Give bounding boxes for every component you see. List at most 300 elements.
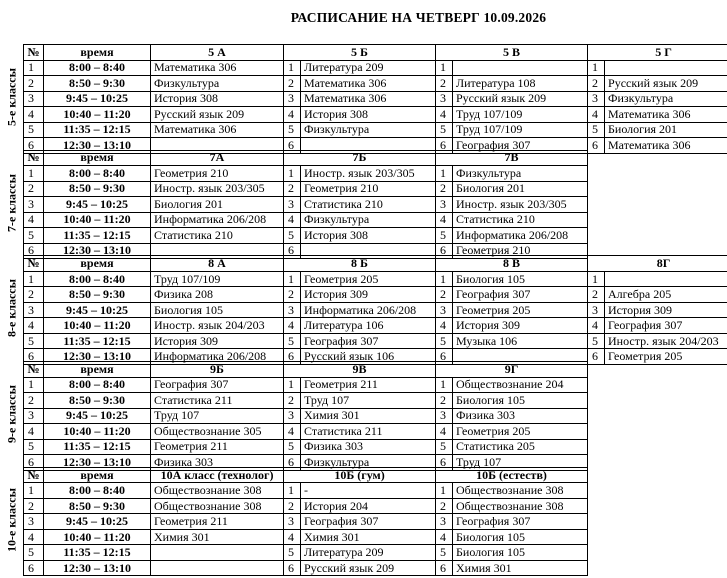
table-row [24,333,727,349]
subject-cell: Труд 107 [453,455,588,471]
table-row [24,197,588,213]
subject-cell: Химия 301 [301,529,436,545]
subject-cell: История 308 [301,228,436,244]
subject-cell: Информатика 206/208 [151,212,284,228]
lesson-number: 2 [588,287,605,303]
subject-cell: Русский язык 209 [151,107,284,123]
section-label [0,467,23,573]
subject-cell: Химия 301 [453,560,588,576]
section-label [0,150,23,256]
table-row [24,76,727,92]
header-num: № [24,45,44,61]
subject-cell: История 204 [301,498,436,514]
lesson-number: 6 [284,349,301,365]
subject-cell: Биология 105 [453,271,588,287]
lesson-time: 10:40 – 11:20 [44,212,151,228]
table-row [24,271,727,287]
lesson-number: 4 [24,212,44,228]
class-header: 10Б (гум) [284,467,436,483]
lesson-number: 2 [436,76,453,92]
lesson-time: 12:30 – 13:10 [44,138,151,154]
lesson-number: 4 [284,212,301,228]
subject-cell: География 307 [151,377,284,393]
lesson-number: 4 [284,529,301,545]
table-row [24,408,588,424]
subject-cell: Труд 107/109 [453,122,588,138]
subject-cell: История 309 [151,333,284,349]
class-header: 10А класс (технолог) [151,467,284,483]
subject-cell: Статистика 210 [151,228,284,244]
lesson-time: 8:50 – 9:30 [44,393,151,409]
lesson-time: 9:45 – 10:25 [44,197,151,213]
header-row [24,45,727,61]
lesson-number: 1 [24,483,44,499]
lesson-number: 1 [588,271,605,287]
lesson-number: 1 [24,60,44,76]
lesson-time: 12:30 – 13:10 [44,349,151,365]
subject-cell: Геометрия 205 [453,424,588,440]
table-row [24,212,588,228]
lesson-number: 4 [24,529,44,545]
subject-cell: География 307 [301,333,436,349]
lesson-number: 4 [436,318,453,334]
subject-cell: Биология 105 [453,529,588,545]
subject-cell: Химия 301 [301,408,436,424]
class-header: 5 А [151,45,284,61]
header-row [24,256,727,272]
lesson-number: 1 [284,377,301,393]
lesson-time: 10:40 – 11:20 [44,424,151,440]
lesson-number: 2 [24,498,44,514]
subject-cell: - [301,483,436,499]
lesson-number: 6 [284,138,301,154]
lesson-number: 3 [24,91,44,107]
section-label [0,44,23,150]
lesson-number: 4 [24,424,44,440]
lesson-number: 4 [436,212,453,228]
lesson-number: 6 [24,560,44,576]
table-row [24,302,727,318]
lesson-number: 5 [24,439,44,455]
section-label-text: 8-е классы [4,279,18,338]
lesson-number: 6 [436,560,453,576]
lesson-number: 2 [284,181,301,197]
lesson-number: 4 [436,529,453,545]
header-time: время [44,45,151,61]
class-header: 9В [284,362,436,378]
class-header: 10Б (естеств) [436,467,588,483]
lesson-number: 3 [436,302,453,318]
subject-cell: Обществознание 308 [453,498,588,514]
header-num: № [24,256,44,272]
lesson-number: 1 [284,60,301,76]
lesson-number: 4 [588,107,605,123]
lesson-number: 3 [284,408,301,424]
lesson-time: 10:40 – 11:20 [44,107,151,123]
lesson-time: 12:30 – 13:10 [44,560,151,576]
subject-cell: Обществознание 308 [151,483,284,499]
lesson-number: 6 [24,349,44,365]
section-label [0,361,23,467]
subject-cell: Математика 306 [605,107,727,123]
table-row [24,439,588,455]
lesson-number: 6 [24,243,44,259]
subject-cell: Иностр. язык 203/305 [453,197,588,213]
lesson-number: 6 [284,243,301,259]
subject-cell: Математика 306 [151,60,284,76]
subject-cell: История 308 [151,91,284,107]
lesson-number: 3 [588,91,605,107]
table-row [24,107,727,123]
subject-cell: Обществознание 308 [453,483,588,499]
table-row [24,287,727,303]
table-row [24,166,588,182]
lesson-number: 3 [284,197,301,213]
subject-cell: Обществознание 305 [151,424,284,440]
lesson-time: 11:35 – 12:15 [44,439,151,455]
schedule-table [23,150,588,260]
subject-cell: Биология 105 [151,302,284,318]
lesson-number: 3 [24,408,44,424]
subject-cell: Алгебра 205 [605,287,727,303]
class-header: 7Б [284,150,436,166]
lesson-number: 5 [284,122,301,138]
header-row [24,150,588,166]
lesson-number: 3 [436,514,453,530]
subject-cell: Геометрия 210 [301,181,436,197]
class-header: 7В [436,150,588,166]
lesson-number: 2 [24,287,44,303]
subject-cell: География 307 [453,138,588,154]
lesson-number: 5 [436,333,453,349]
lesson-time: 8:00 – 8:40 [44,271,151,287]
table-row [24,60,727,76]
lesson-number: 2 [284,76,301,92]
lesson-number: 5 [24,545,44,561]
table-row [24,498,588,514]
table-row [24,529,588,545]
lesson-number: 2 [24,181,44,197]
lesson-number: 3 [436,408,453,424]
subject-cell: Труд 107/109 [453,107,588,123]
lesson-time: 9:45 – 10:25 [44,514,151,530]
subject-cell: Химия 301 [151,529,284,545]
section-label-text: 9-е классы [4,384,18,443]
lesson-time: 8:50 – 9:30 [44,287,151,303]
subject-cell: Биология 105 [453,545,588,561]
lesson-number: 5 [24,333,44,349]
subject-cell: Геометрия 211 [151,514,284,530]
subject-cell: Русский язык 209 [453,91,588,107]
lesson-number: 6 [24,455,44,471]
subject-cell: Обществознание 204 [453,377,588,393]
lesson-number: 1 [284,271,301,287]
lesson-number: 6 [436,455,453,471]
subject-cell: Иностр. язык 203/305 [301,166,436,182]
lesson-time: 9:45 – 10:25 [44,302,151,318]
subject-cell: История 309 [301,287,436,303]
subject-cell: Иностр. язык 203/305 [151,181,284,197]
subject-cell: Геометрия 211 [301,377,436,393]
lesson-time: 8:00 – 8:40 [44,483,151,499]
section-label-text: 10-е классы [4,487,18,552]
lesson-number: 3 [284,91,301,107]
subject-cell: Физкультура [453,166,588,182]
lesson-number: 6 [436,243,453,259]
lesson-number: 2 [436,498,453,514]
subject-cell: Труд 107/109 [151,271,284,287]
lesson-time: 11:35 – 12:15 [44,228,151,244]
subject-cell: Геометрия 205 [453,302,588,318]
lesson-number: 2 [436,393,453,409]
subject-cell: Труд 107 [301,393,436,409]
subject-cell [151,545,284,561]
lesson-time: 11:35 – 12:15 [44,333,151,349]
subject-cell: Литература 209 [301,60,436,76]
lesson-time: 8:00 – 8:40 [44,166,151,182]
lesson-number: 3 [24,197,44,213]
subject-cell: Обществознание 308 [151,498,284,514]
subject-cell: Информатика 206/208 [453,228,588,244]
lesson-number: 1 [436,60,453,76]
subject-cell: Статистика 211 [151,393,284,409]
subject-cell: Физкультура [605,91,727,107]
lesson-number: 6 [436,138,453,154]
lesson-number: 5 [588,122,605,138]
lesson-number: 2 [284,498,301,514]
table-row [24,545,588,561]
table-row [24,393,588,409]
subject-cell: Литература 108 [453,76,588,92]
subject-cell: География 307 [301,514,436,530]
lesson-number: 4 [24,107,44,123]
lesson-number: 2 [284,393,301,409]
lesson-time: 12:30 – 13:10 [44,455,151,471]
subject-cell: Физкультура [151,76,284,92]
subject-cell: Геометрия 210 [453,243,588,259]
lesson-time: 8:00 – 8:40 [44,377,151,393]
lesson-time: 8:50 – 9:30 [44,76,151,92]
table-row [24,91,727,107]
table-row [24,122,727,138]
subject-cell: Физкультура [301,212,436,228]
subject-cell [605,60,727,76]
lesson-number: 5 [24,122,44,138]
subject-cell: Геометрия 205 [605,349,727,365]
class-header: 5 Г [588,45,727,61]
lesson-number: 5 [284,545,301,561]
lesson-number: 6 [436,349,453,365]
subject-cell [605,271,727,287]
subject-cell: География 307 [605,318,727,334]
lesson-number: 1 [436,166,453,182]
lesson-number: 3 [436,197,453,213]
lesson-number: 2 [436,287,453,303]
subject-cell: Иностр. язык 204/203 [605,333,727,349]
lesson-number: 4 [24,318,44,334]
subject-cell: Статистика 210 [453,212,588,228]
subject-cell: Труд 107 [151,408,284,424]
table-row [24,483,588,499]
class-header: 5 Б [284,45,436,61]
lesson-number: 1 [436,483,453,499]
lesson-number: 4 [284,318,301,334]
lesson-number: 5 [436,122,453,138]
lesson-time: 11:35 – 12:15 [44,122,151,138]
subject-cell: Музыка 106 [453,333,588,349]
section-label [0,255,23,361]
lesson-number: 4 [284,424,301,440]
class-header: 8 А [151,256,284,272]
lesson-number: 3 [284,302,301,318]
subject-cell [453,60,588,76]
lesson-number: 6 [24,138,44,154]
section-label-text: 7-е классы [4,173,18,232]
subject-cell: Геометрия 211 [151,439,284,455]
lesson-time: 12:30 – 13:10 [44,243,151,259]
subject-cell: Статистика 211 [301,424,436,440]
lesson-number: 3 [24,514,44,530]
lesson-number: 1 [24,377,44,393]
lesson-number: 3 [588,302,605,318]
lesson-time: 9:45 – 10:25 [44,91,151,107]
header-num: № [24,467,44,483]
table-row [24,228,588,244]
class-header: 9Г [436,362,588,378]
table-row [24,424,588,440]
class-header: 8Г [588,256,727,272]
lesson-number: 3 [436,91,453,107]
lesson-number: 5 [436,228,453,244]
class-header: 8 В [436,256,588,272]
lesson-time: 9:45 – 10:25 [44,408,151,424]
lesson-number: 1 [436,271,453,287]
subject-cell: Информатика 206/208 [151,349,284,365]
subject-cell: Русский язык 106 [301,349,436,365]
lesson-number: 4 [436,107,453,123]
lesson-number: 2 [24,76,44,92]
header-row [24,362,588,378]
subject-cell: Физика 303 [151,455,284,471]
lesson-number: 5 [436,545,453,561]
table-row [24,181,588,197]
lesson-number: 1 [436,377,453,393]
subject-cell: История 309 [605,302,727,318]
lesson-number: 6 [284,560,301,576]
class-header: 7А [151,150,284,166]
class-header: 5 В [436,45,588,61]
lesson-time: 8:00 – 8:40 [44,60,151,76]
lesson-number: 1 [24,271,44,287]
subject-cell: Биология 201 [453,181,588,197]
lesson-number: 3 [284,514,301,530]
lesson-number: 2 [284,287,301,303]
header-time: время [44,256,151,272]
lesson-number: 5 [284,228,301,244]
lesson-number: 2 [436,181,453,197]
lesson-number: 6 [588,349,605,365]
table-row [24,514,588,530]
lesson-number: 1 [284,166,301,182]
class-header: 8 Б [284,256,436,272]
lesson-number: 4 [588,318,605,334]
subject-cell: География 307 [453,287,588,303]
lesson-number: 5 [24,228,44,244]
subject-cell: Геометрия 205 [301,271,436,287]
lesson-number: 5 [436,439,453,455]
subject-cell: Информатика 206/208 [301,302,436,318]
subject-cell: Физкультура [301,455,436,471]
header-time: время [44,467,151,483]
table-row [24,377,588,393]
subject-cell: Биология 201 [151,197,284,213]
subject-cell: География 307 [453,514,588,530]
lesson-number: 1 [24,166,44,182]
subject-cell: Литература 106 [301,318,436,334]
lesson-number: 1 [284,483,301,499]
subject-cell: Русский язык 209 [301,560,436,576]
subject-cell: Статистика 205 [453,439,588,455]
schedule-table [23,467,588,577]
subject-cell: История 308 [301,107,436,123]
header-row [24,467,588,483]
schedule-table [23,44,727,154]
subject-cell: Математика 306 [301,91,436,107]
lesson-number: 6 [284,455,301,471]
lesson-number: 3 [24,302,44,318]
subject-cell: Литература 209 [301,545,436,561]
subject-cell: Иностр. язык 204/203 [151,318,284,334]
page-title-text: РАСПИСАНИЕ НА ЧЕТВЕРГ 10.09.2026 [290,10,547,25]
subject-cell: Физика 303 [453,408,588,424]
subject-cell [151,560,284,576]
schedule-table [23,255,727,365]
subject-cell: Физика 208 [151,287,284,303]
lesson-number: 2 [588,76,605,92]
subject-cell: Физкультура [301,122,436,138]
subject-cell: Биология 105 [453,393,588,409]
lesson-number: 4 [284,107,301,123]
lesson-time: 8:50 – 9:30 [44,181,151,197]
subject-cell: Физика 303 [301,439,436,455]
subject-cell: Биология 201 [605,122,727,138]
lesson-time: 10:40 – 11:20 [44,318,151,334]
lesson-number: 4 [436,424,453,440]
header-time: время [44,150,151,166]
page-title [0,10,727,26]
subject-cell: Статистика 210 [301,197,436,213]
lesson-number: 5 [588,333,605,349]
subject-cell: Математика 306 [605,138,727,154]
lesson-time: 11:35 – 12:15 [44,545,151,561]
subject-cell: Русский язык 209 [605,76,727,92]
subject-cell: Математика 306 [301,76,436,92]
lesson-number: 2 [24,393,44,409]
lesson-time: 8:50 – 9:30 [44,498,151,514]
section-label-text: 5-е классы [4,67,18,126]
subject-cell: Геометрия 210 [151,166,284,182]
table-row [24,318,727,334]
schedule-table [23,361,588,471]
header-num: № [24,362,44,378]
subject-cell: История 309 [453,318,588,334]
subject-cell: Математика 306 [151,122,284,138]
header-num: № [24,150,44,166]
class-header: 9Б [151,362,284,378]
lesson-number: 1 [588,60,605,76]
lesson-time: 10:40 – 11:20 [44,529,151,545]
lesson-number: 5 [284,439,301,455]
